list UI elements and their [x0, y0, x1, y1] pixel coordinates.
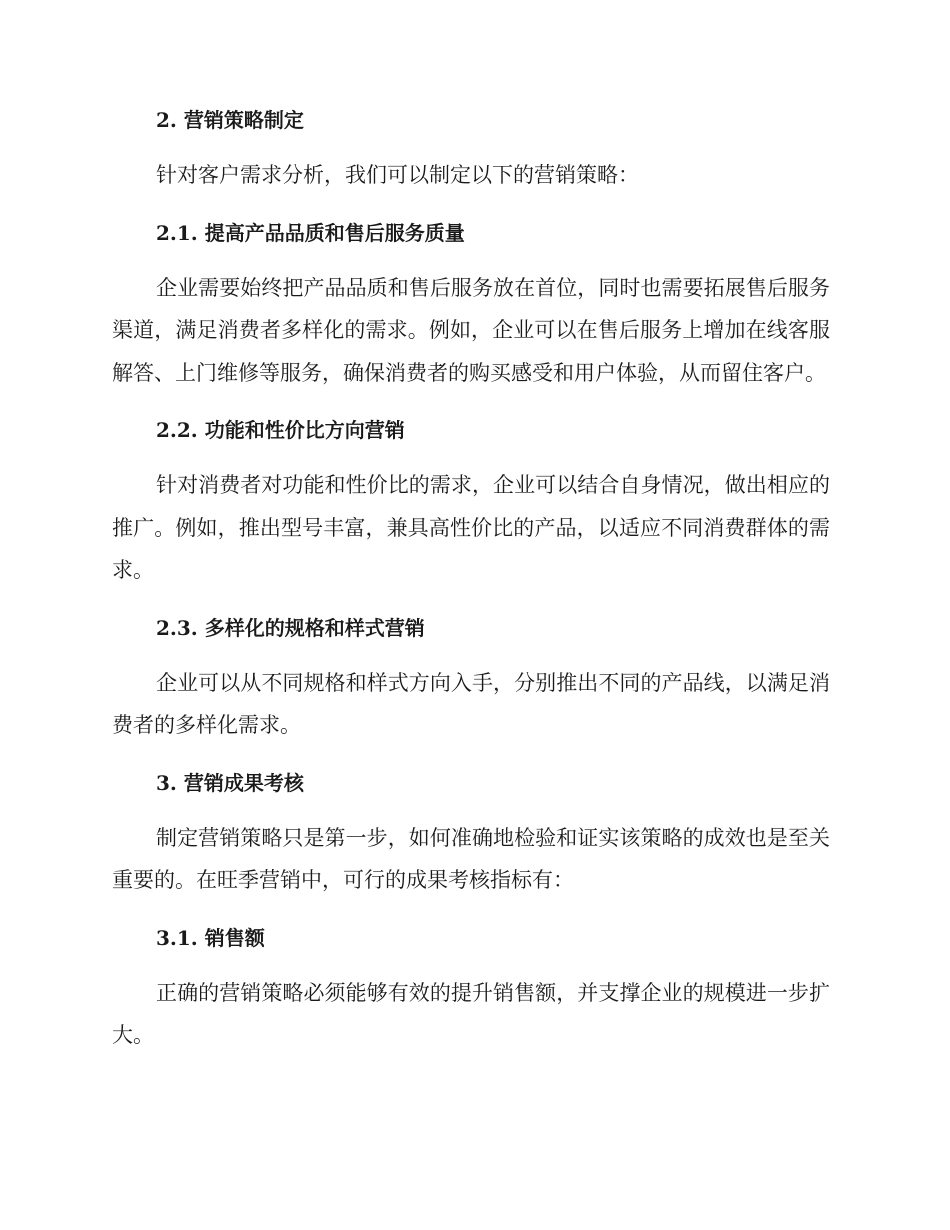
section-heading-2-3: 2.3. 多样化的规格和样式营销 — [156, 615, 425, 640]
paragraph-intro-strategy: 针对客户需求分析，我们可以制定以下的营销策略： — [156, 163, 639, 187]
document-page — [112, 106, 830, 1057]
paragraph-specs-styles: 企业可以从不同规格和样式方向入手，分别推出不同的产品线，以满足消费者的多样化需求。 — [112, 670, 830, 737]
paragraph-function-value: 针对消费者对功能和性价比的需求，企业可以结合自身情况，做出相应的推广。例如，推出型号丰富，兼具高性价比的产品，以适应不同消费群体的需求。 — [112, 473, 830, 582]
section-heading-3-1: 3.1. 销售额 — [156, 925, 265, 950]
paragraph-sales: 正确的营销策略必须能够有效的提升销售额，并支撑企业的规模进一步扩大。 — [112, 980, 830, 1047]
paragraph-quality-service: 企业需要始终把产品品质和售后服务放在首位，同时也需要拓展售后服务渠道，满足消费者多样化的需求。例如，企业可以在售后服务上增加在线客服解答、上门维修等服务，确保消费者的购买感受和用户体验，从而留住客户。 — [112, 275, 830, 385]
section-heading-2-2: 2.2. 功能和性价比方向营销 — [156, 418, 405, 442]
section-heading-2-1: 2.1. 提高产品品质和售后服务质量 — [156, 220, 465, 245]
paragraph-evaluation-intro: 制定营销策略只是第一步，如何准确地检验和证实该策略的成效也是至关重要的。在旺季营销中，可行的成果考核指标有： — [112, 825, 830, 892]
section-heading-3: 3. 营销成果考核 — [156, 770, 304, 795]
section-heading-2: 2. 营销策略制定 — [156, 108, 304, 132]
